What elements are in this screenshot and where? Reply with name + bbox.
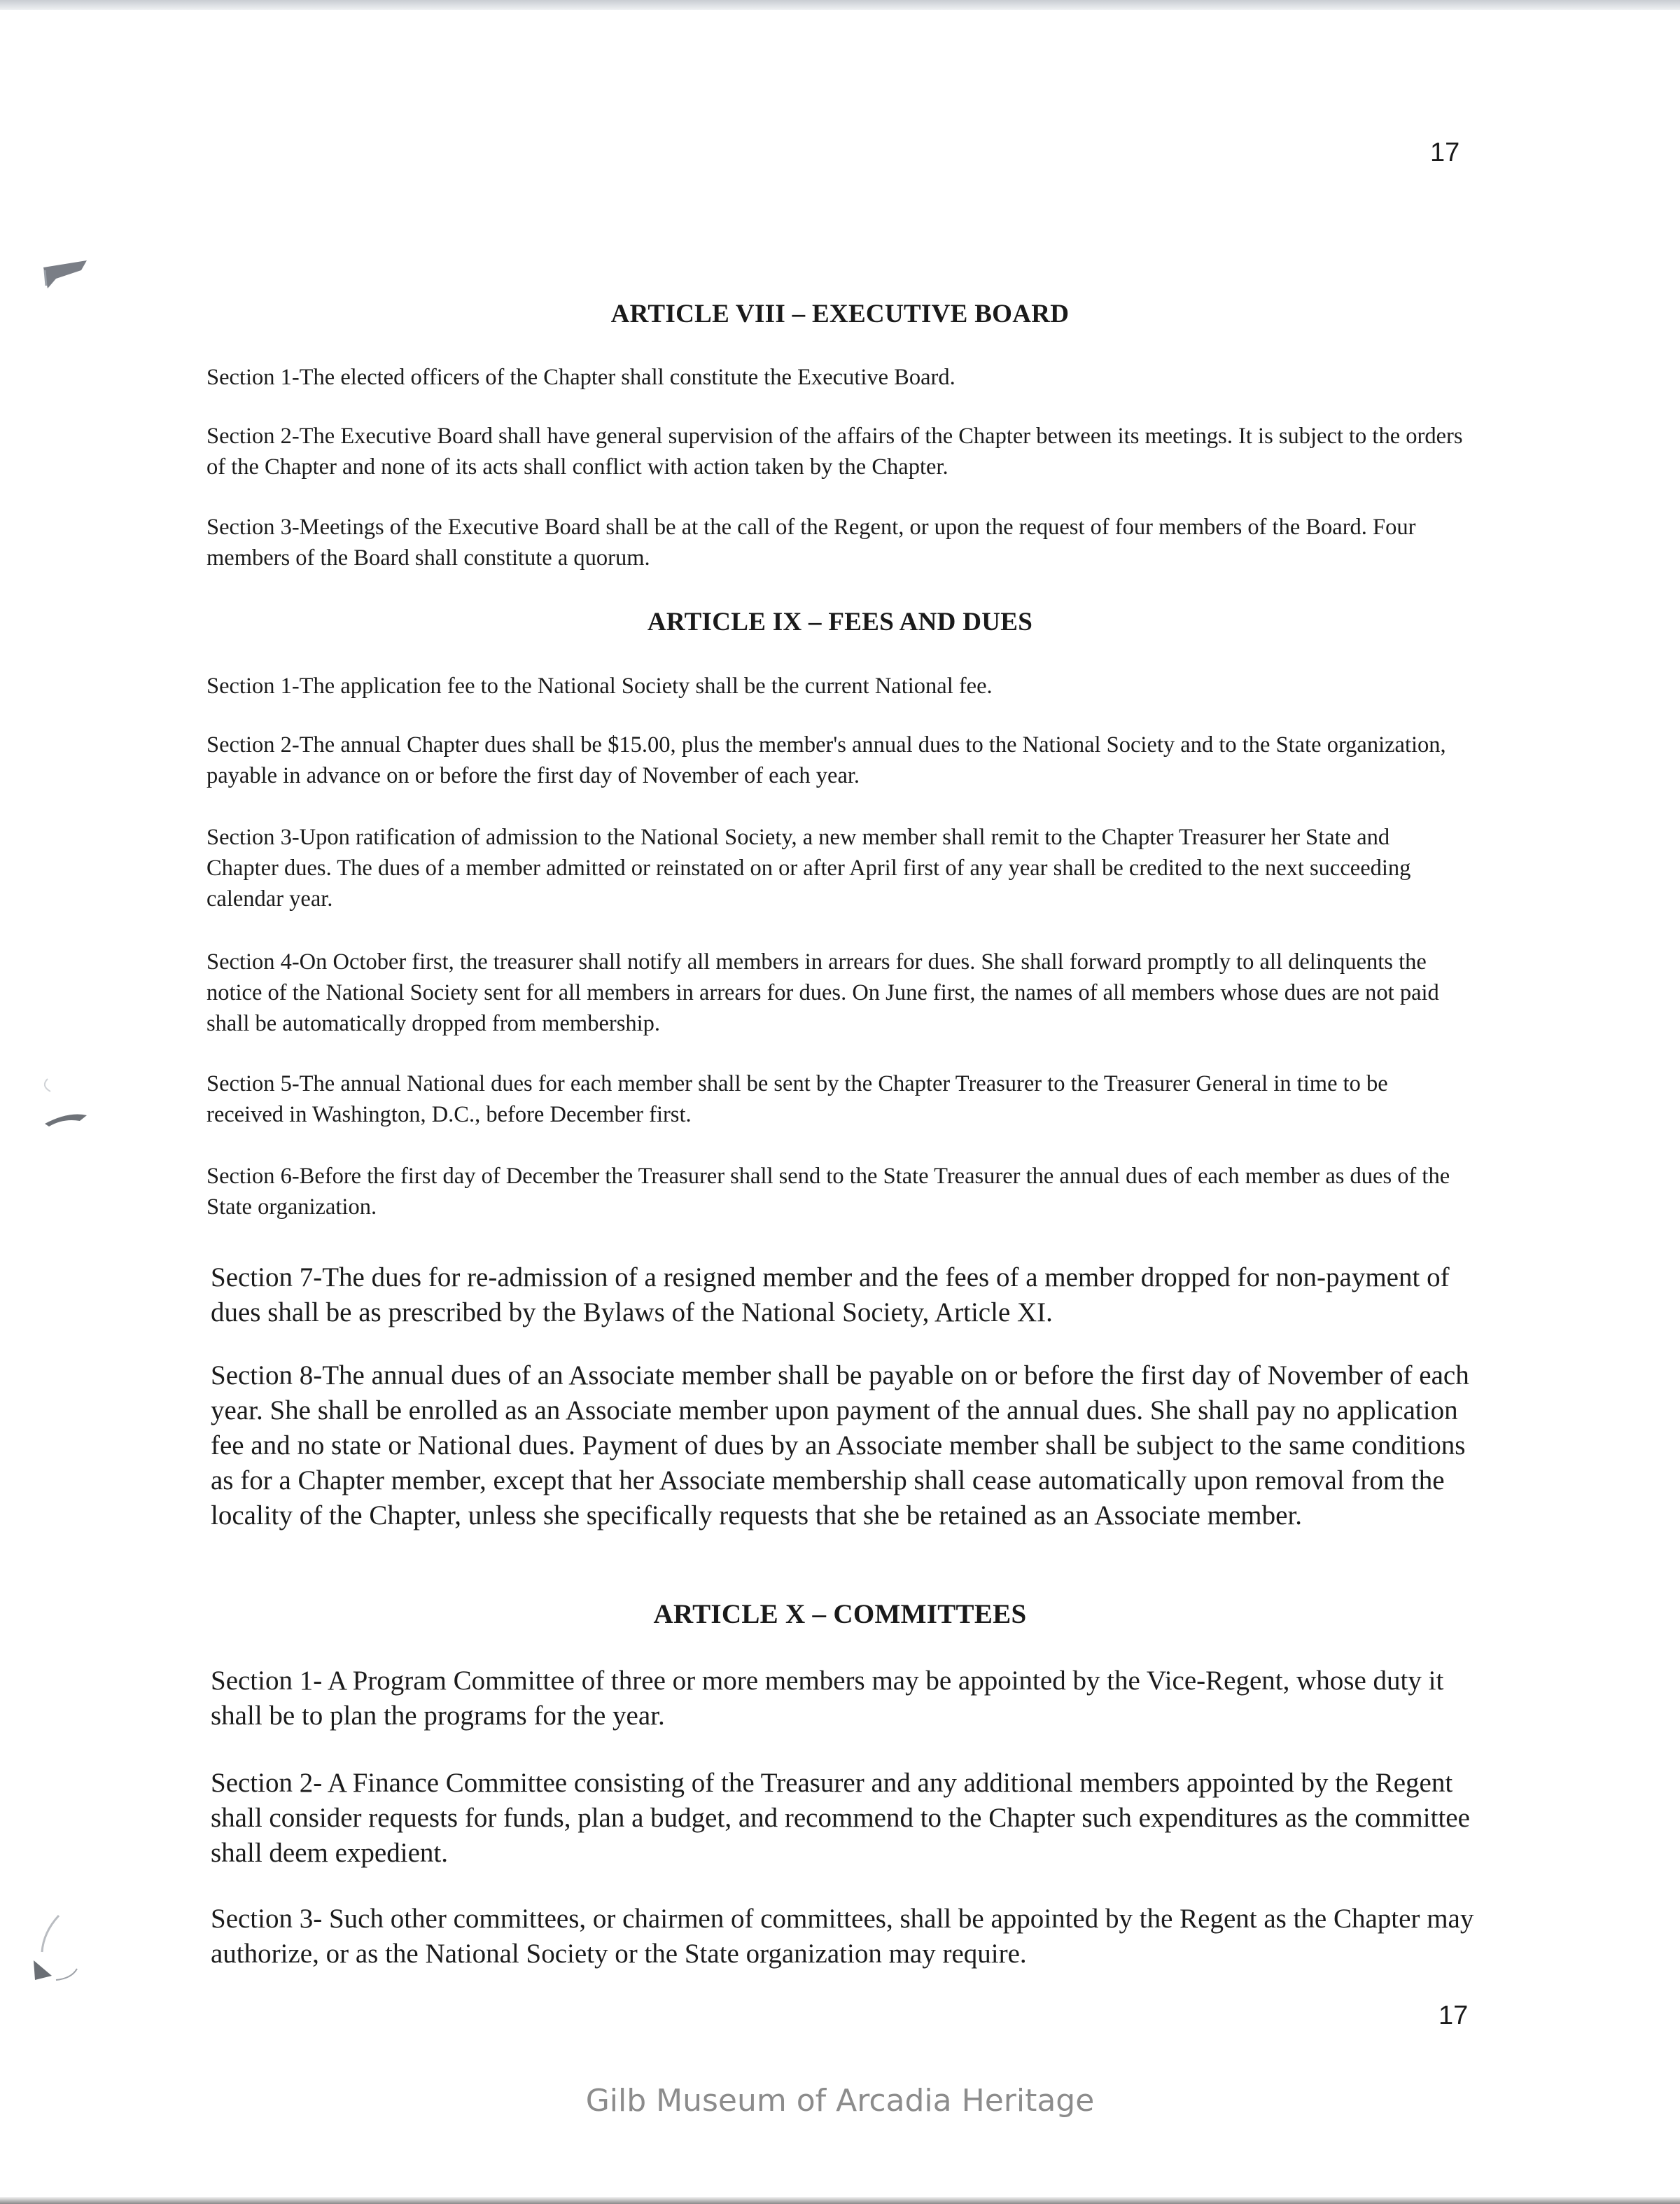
footer-watermark: Gilb Museum of Arcadia Heritage xyxy=(585,2083,1095,2119)
article-x-section-2: Section 2- A Finance Committee consisting of the Treasurer and any additional members appointed by the Regent shall consider requests for funds, plan a budget, and recommend to the Chapter such expenditures as the committee shall deem expedient. xyxy=(211,1768,1470,1868)
article-x-section-3: Section 3- Such other committees, or chairmen of committees, shall be appointed by the Regent as the Chapter may authorize, or as the National Society or the State organization may require. xyxy=(211,1904,1474,1969)
article-ix-section-6: Section 6-Before the first day of December the Treasurer shall send to the State Treasurer the annual dues of each member as dues of the State organization. xyxy=(206,1164,1450,1220)
scan-mark-icon xyxy=(28,1911,95,1988)
article-x-section-1: Section 1- A Program Committee of three or more members may be appointed by the Vice-Regent, whose duty it shall be to plan the programs for the year. xyxy=(211,1666,1444,1731)
article-ix-section-7: Section 7-The dues for re-admission of a resigned member and the fees of a member dropped for non-payment of dues shall be as prescribed by the Bylaws of the National Society, Article XI. xyxy=(211,1262,1450,1327)
article-x-heading: ARTICLE X – COMMITTEES xyxy=(653,1599,1027,1629)
article-viii-heading: ARTICLE VIII – EXECUTIVE BOARD xyxy=(610,300,1070,328)
scan-bottom-edge xyxy=(0,2197,1680,2204)
article-ix-section-8: Section 8-The annual dues of an Associate member shall be payable on or before the first day of November of each year. She shall be enrolled as an Associate member upon payment of the annual dues. She shall pay no application fee and no state or National dues. Payment of dues by an Associate member shall be subject to the same conditions as for a Chapter member, except that her Associate membership shall cease automatically upon removal from the locality of the Chapter, unless she specifically requests that she be retained as an Associate member. xyxy=(211,1360,1469,1530)
article-viii-section-2: Section 2-The Executive Board shall have general supervision of the affairs of the Chapter between its meetings. It is subject to the orders of the Chapter and none of its acts shall conflict with action taken by the Chapter. xyxy=(206,424,1463,480)
page-number-bottom: 17 xyxy=(1438,2001,1469,2030)
scan-mark-icon xyxy=(41,258,91,294)
article-viii-section-3: Section 3-Meetings of the Executive Board shall be at the call of the Regent, or upon the request of four members of the Board. Four members of the Board shall constitute a quorum. xyxy=(206,515,1416,571)
scan-mark-icon xyxy=(20,1075,92,1138)
article-ix-section-2: Section 2-The annual Chapter dues shall be $15.00, plus the member's annual dues to the National Society and to the State organization, payable in advance on or before the first day of November of each year. xyxy=(206,732,1446,788)
article-ix-heading: ARTICLE IX – FEES AND DUES xyxy=(647,608,1033,636)
page-number-top: 17 xyxy=(1430,138,1460,167)
article-ix-section-3: Section 3-Upon ratification of admission to the National Society, a new member shall remit to the Chapter Treasurer her State and Chapter dues. The dues of a member admitted or reinstated on or after April first of any year shall be credited to the next succeeding calendar year. xyxy=(206,825,1411,912)
article-viii-section-1: Section 1-The elected officers of the Chapter shall constitute the Executive Board. xyxy=(206,365,955,390)
scan-top-edge xyxy=(0,0,1680,10)
article-ix-section-5: Section 5-The annual National dues for each member shall be sent by the Chapter Treasurer to the Treasurer General in time to be received in Washington, D.C., before December first. xyxy=(206,1071,1388,1127)
article-ix-section-4: Section 4-On October first, the treasurer shall notify all members in arrears for dues. She shall forward promptly to all delinquents the notice of the National Society sent for all members in arrears for dues. On June first, the names of all members whose dues are not paid shall be automatically dropped from membership. xyxy=(206,949,1439,1036)
article-ix-section-1: Section 1-The application fee to the National Society shall be the current National fee. xyxy=(206,674,993,699)
